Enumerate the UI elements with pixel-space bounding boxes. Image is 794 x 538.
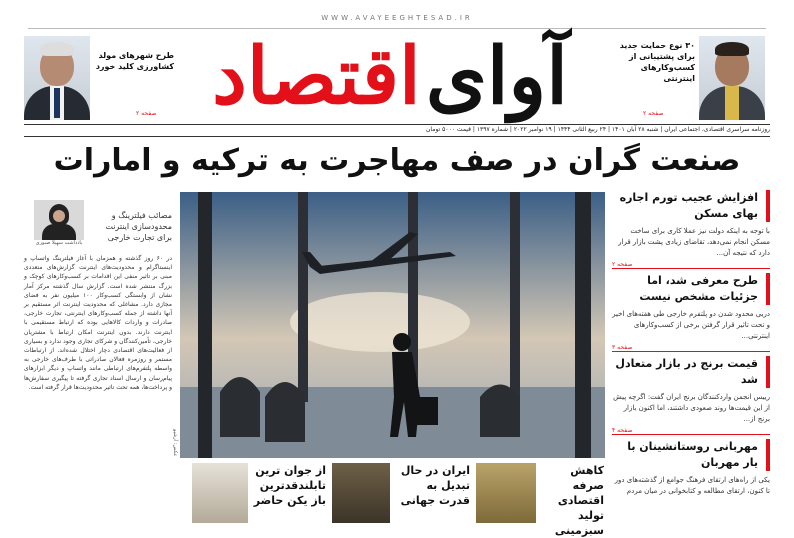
sidebar-item-page: صفحه ۲	[612, 261, 770, 269]
bottom-story-2[interactable]	[332, 463, 470, 523]
airport-scene	[180, 192, 605, 458]
left-teaser-caption: طرح شهرهای مولد کشاورزی کلید خورد	[95, 51, 174, 71]
sidebar-item-2[interactable]	[612, 273, 770, 352]
opinion-column[interactable]	[24, 190, 172, 520]
dateline: روزنامه سراسری اقتصادی، اجتماعی ایران | شنبه ۲۸ آبان ۱۴۰۱ | ۲۴ ربیع الثانی ۱۴۴۴ | ۱۹ نوامبر ۲۰۲۲ | شماره ۱۳۹۷ | قیمت ۵۰۰۰ تومان	[24, 124, 770, 137]
sidebar-item-title: مهربانی روستانشینان با یار مهربان	[612, 439, 770, 471]
website-url: WWW.AVAYEEGHTESAD.IR	[321, 14, 473, 22]
traveler-head	[393, 333, 411, 351]
bottom-story-title: ایران در حال تبدیل به قدرت جهانی	[400, 464, 470, 507]
sidebar-item-page: صفحه ۳	[612, 344, 770, 352]
sidebar-item-title: افزایش عجیب تورم اجاره بهای مسکن	[612, 190, 770, 222]
sidebar-item-body: با توجه به اینکه دولت نیز عملا کاری برای ساخت مسکن انجام نمی‌دهد، تقاضای زیادی پشت بازار قرار دارد که نتیجه آن...	[618, 227, 770, 257]
sidebar-item-body: یکی از راه‌های ارتقای فرهنگ جوامع از گذشته‌های دور تا کنون، ارتقای مطالعه و کتابخوانی در میان مردم	[614, 476, 770, 495]
bottom-story-3[interactable]	[192, 463, 326, 523]
left-teaser-photo	[24, 36, 90, 120]
left-teaser[interactable]	[24, 36, 174, 120]
bottom-story-title: کاهش صرفه اقتصادی تولید سبزمینی	[554, 464, 604, 537]
author-photo	[34, 200, 84, 240]
potato-photo	[476, 463, 536, 523]
author-name: یادداشت سهیلا صبوری	[35, 240, 83, 246]
opinion-title: مصائب فیلترینگ و محدودسازی اینترنت برای تجارت خارجی	[105, 211, 172, 242]
sidebar-item-title: قیمت برنج در بازار متعادل شد	[612, 356, 770, 388]
photo-credit: عکس: آرشیو	[172, 428, 178, 456]
sidebar-item-page: صفحه ۴	[612, 427, 770, 435]
right-teaser-page: صفحه ۲	[643, 110, 664, 117]
sidebar-news	[612, 190, 770, 501]
left-teaser-page: صفحه ۲	[136, 110, 157, 117]
bottom-story-title: از جوان ترین تابلندقدترین باز یکن حاضر	[253, 464, 326, 507]
opinion-body: در ۶۰ روز گذشته و همزمان با آغاز فیلترینگ واتساپ و اینستاگرام و محدودیت‌های اینترنت گزارش‌های متعددی مبنی بر تاثیر منفی این اقدامات بر کسب‌وکارهای کوچک و بزرگ منتشر شده است. گزارش سال گذشته مرکز آمار نشان از وابستگی کسب‌وکار ۱۰۰ میلیون نفر به فضای مجازی دارد. مشاغلی که محدودیت اینترنت اثر مستقیم بر آنها داشته از جمله کسب‌وکارهای اینترنتی، تجارت خارجی، صادرات و واردات کالاهایی بوده که ارتباط مستقیمی با اینترنت دارند. بدون اینترنت امکان ارتباط با مشتریان خارجی، تأمین‌کنندگان و شرکای تجاری وجود ندارد و بسیاری از فعالیت‌های اقتصادی دچار اختلال شده‌اند. از ارتباطات مستمر و روزمره فعالان صادراتی با طرف‌های خارجی به واسطه پلتفرم‌های ارتباطی مانند واتساپ و دیگر ابزارهای پیام‌رسان و ارسال اسناد تجاری گرفته تا پیگیری سفارش‌ها و پرداخت‌ها، همه تحت تاثیر محدودیت‌ها قرار گرفته است.	[24, 255, 172, 391]
sidebar-item-body: دریی محدود شدن دو پلتفرم خارجی طی هفته‌های اخیر و تحت تاثیر قرار گرفتن برخی از کسب‌وکارهای اینترنتی...	[612, 310, 770, 340]
main-photo-airport	[180, 192, 605, 458]
sidebar-item-4[interactable]	[612, 439, 770, 497]
right-teaser-caption: ۳۰ نوع حمایت جدید برای پشتیبانی از کسب‌وکارهای اینترنتی	[619, 41, 695, 83]
sidebar-item-1[interactable]	[612, 190, 770, 269]
suitcase	[416, 397, 438, 425]
sidebar-item-title: طرح معرفی شد، اما جزئیات مشخص نیست	[612, 273, 770, 305]
right-teaser[interactable]	[615, 36, 765, 120]
masthead-title-red: اقتصاد	[212, 31, 421, 122]
main-headline[interactable]: صنعت گران در صف مهاجرت به ترکیه و امارات	[53, 143, 741, 178]
sidebar-item-3[interactable]	[612, 356, 770, 435]
bottom-story-1[interactable]	[476, 463, 604, 537]
masthead-logo	[160, 22, 620, 132]
official-photo	[332, 463, 390, 523]
right-teaser-photo	[699, 36, 765, 120]
masthead-title-black: آوای	[425, 31, 568, 122]
sidebar-item-body: رییس انجمن واردکنندگان برنج ایران گفت: اگرچه پیش از این قیمت‌ها روند صعودی داشتند، اما اکنون بازار برنج از...	[613, 393, 770, 423]
cartoon-photo	[192, 463, 248, 523]
